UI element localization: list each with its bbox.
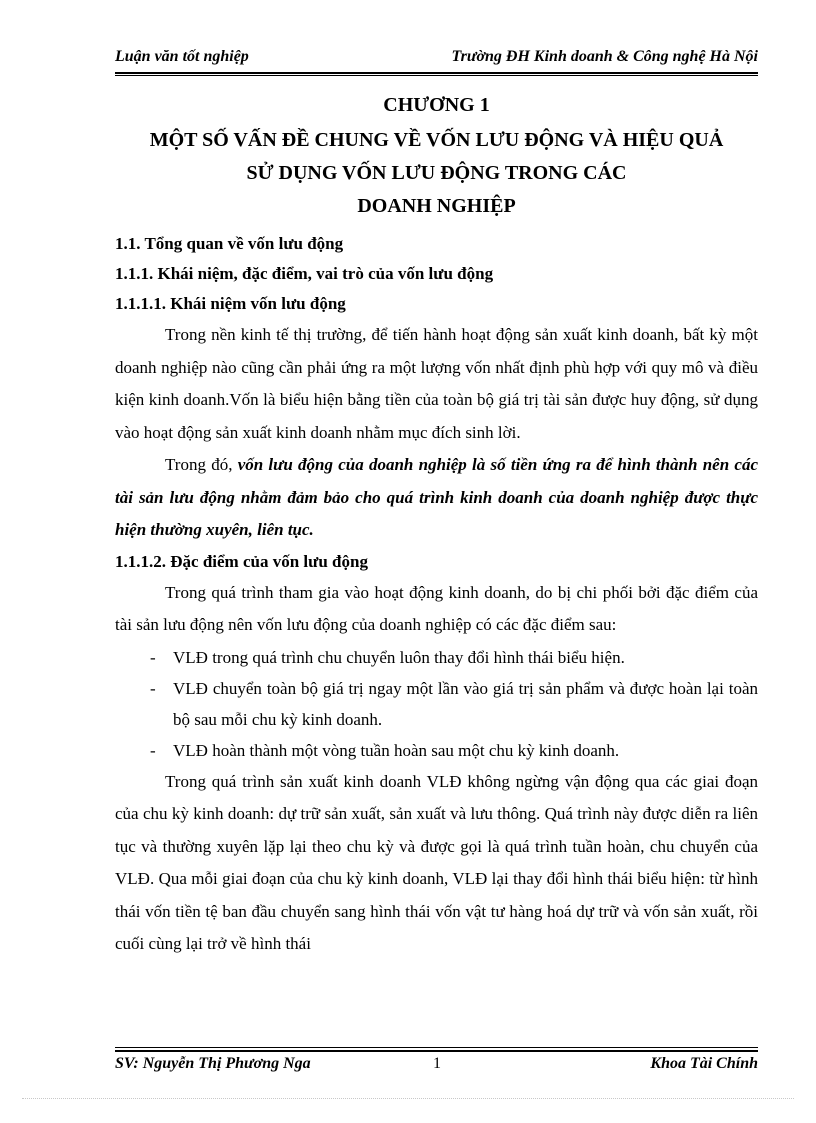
paragraph-characteristics-intro: Trong quá trình tham gia vào hoạt động kinh doanh, do bị chi phối bởi đặc điểm của tài sản lưu động nên vốn lưu động của doanh nghiệp có các đặc điểm sau: — [115, 582, 758, 634]
characteristics-list — [115, 642, 758, 766]
footer-rule — [115, 1050, 758, 1052]
list-dash: - — [150, 678, 156, 698]
header-university: Trường ĐH Kinh doanh & Công nghệ Hà Nội — [451, 48, 758, 65]
list-dash: - — [150, 740, 156, 760]
paragraph-circulation: Trong quá trình sản xuất kinh doanh VLĐ không ngừng vận động qua các giai đoạn của chu kỳ kinh doanh: dự trữ sản xuất, sản xuất và lưu thông. Quá trình này được diễn ra liên tục và thường xuyên lặp lại theo chu kỳ và được gọi là quá trình tuần hoàn, chu chuyển của VLĐ. Qua mỗi giai đoạn của chu kỳ kinh doanh, VLĐ lại thay đổi hình thái biểu hiện: từ hình thái vốn tiền tệ ban đầu chuyển sang hình thái vốn vật tư hàng hoá dự trữ và vốn sản xuất, rồi cuối cùng lại trở về hình thái — [115, 771, 758, 953]
list-item-text: VLĐ hoàn thành một vòng tuần hoàn sau một chu kỳ kinh doanh. — [173, 740, 620, 760]
list-item — [115, 642, 758, 673]
chapter-heading: CHƯƠNG 1 — [383, 94, 490, 116]
paragraph-definition — [115, 449, 758, 547]
paragraph-concept: Trong nền kinh tế thị trường, để tiến hành hoạt động sản xuất kinh doanh, bất kỳ một doanh nghiệp nào cũng cần phải ứng ra một lượng vốn nhất định phù hợp với quy mô và điều kiện kinh doanh.Vốn là biểu hiện bằng tiền của toàn bộ giá trị tài sản được huy động, sử dụng vào hoạt động sản xuất kinh doanh nhằm mục đích sinh lời. — [115, 325, 758, 442]
list-item-text: VLĐ chuyển toàn bộ giá trị ngay một lần vào giá trị sản phẩm và được hoàn lại toàn bộ sau mỗi chu kỳ kinh doanh. — [173, 678, 758, 729]
definition-lead: Trong đó, — [165, 455, 238, 474]
page-header — [115, 48, 758, 66]
footer-department: Khoa Tài Chính — [650, 1055, 758, 1072]
footer-rule-thin — [115, 1047, 758, 1048]
page-content — [115, 90, 758, 961]
header-rule-thin — [115, 75, 758, 76]
page-bottom-dotted-line — [22, 1098, 794, 1099]
section-heading: 1.1. Tổng quan về vốn lưu động — [115, 234, 344, 253]
list-item-text: VLĐ trong quá trình chu chuyển luôn thay đổi hình thái biểu hiện. — [173, 647, 625, 667]
subsection-heading: 1.1.1. Khái niệm, đặc điểm, vai trò của vốn lưu động — [115, 264, 494, 283]
subsubsection-heading-concept: 1.1.1.1. Khái niệm vốn lưu động — [115, 294, 346, 313]
chapter-title-line: SỬ DỤNG VỐN LƯU ĐỘNG TRONG CÁC — [246, 162, 627, 184]
definition-emphasis: vốn lưu động của doanh nghiệp là số tiền ứng ra để hình thành nên các tài sản lưu động nhằm đảm bảo cho quá trình kinh doanh của doanh nghiệp được thực hiện thường xuyên, liên tục. — [115, 455, 758, 539]
subsubsection-heading-characteristics: 1.1.1.2. Đặc điểm của vốn lưu động — [115, 551, 368, 571]
list-item — [115, 673, 758, 735]
page-number: 1 — [433, 1055, 441, 1072]
chapter-title — [115, 124, 758, 223]
footer-student-name: SV: Nguyễn Thị Phương Nga — [115, 1055, 311, 1072]
chapter-title-line: MỘT SỐ VẤN ĐỀ CHUNG VỀ VỐN LƯU ĐỘNG VÀ HIỆU QUẢ — [149, 129, 724, 151]
header-thesis-label: Luận văn tốt nghiệp — [115, 48, 249, 65]
list-dash: - — [150, 647, 156, 667]
chapter-title-line: DOANH NGHIỆP — [357, 195, 516, 217]
page-footer — [115, 1055, 758, 1079]
list-item — [115, 735, 758, 766]
header-rule — [115, 72, 758, 74]
